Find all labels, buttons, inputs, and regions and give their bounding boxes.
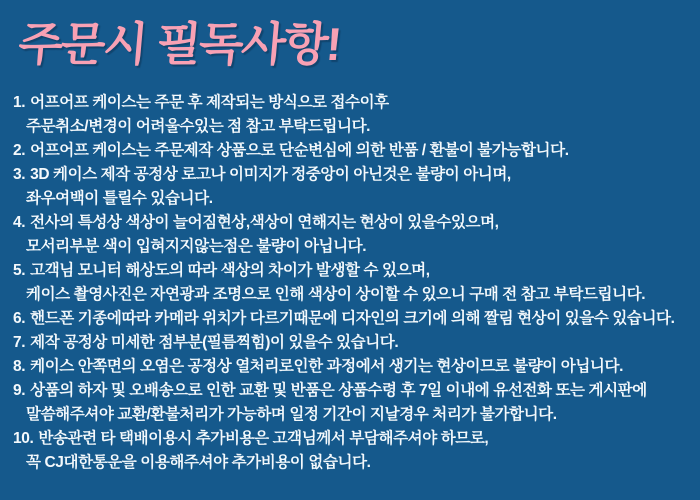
notice-line <box>13 355 696 379</box>
notice-line <box>13 211 696 235</box>
notice-line-continuation: 주문취소/변경이 어려울수있는 점 참고 부탁드립니다. <box>26 118 371 135</box>
notice-item-1 <box>13 91 696 139</box>
item-text: 3D 케이스 제작 공정상 로고나 이미지가 정중앙이 아닌것은 불량이 아니며, <box>30 166 511 183</box>
item-text: 어프어프 케이스는 주문제작 상품으로 단순변심에 의한 반품 / 환불이 불가능합니다. <box>30 142 569 159</box>
item-number: 8. <box>13 358 26 375</box>
item-number: 7. <box>13 334 26 351</box>
notice-item-6 <box>13 307 696 331</box>
notice-item-10 <box>13 427 696 475</box>
notice-line <box>13 331 696 355</box>
notice-item-2 <box>13 139 696 163</box>
item-number: 9. <box>13 382 26 399</box>
notice-line <box>13 163 696 187</box>
item-number: 6. <box>13 310 26 327</box>
notice-line <box>13 379 696 403</box>
notice-item-7 <box>13 331 696 355</box>
page-title: 주문시 필독사항! <box>16 18 343 70</box>
notice-line-continuation: 좌우여백이 틀릴수 있습니다. <box>26 190 213 207</box>
notice-line <box>13 259 696 283</box>
notice-line-continuation: 말씀해주셔야 교환/환불처리가 가능하며 일정 기간이 지날경우 처리가 불가합니다. <box>26 406 557 423</box>
notice-line <box>13 91 696 115</box>
notice-line-continuation: 꼭 CJ대한통운을 이용해주셔야 추가비용이 없습니다. <box>26 454 371 471</box>
item-text: 케이스 안쪽면의 오염은 공정상 열처리로인한 과정에서 생기는 현상이므로 불량이 아닙니다. <box>30 358 623 375</box>
item-text: 어프어프 케이스는 주문 후 제작되는 방식으로 접수이후 <box>30 94 389 111</box>
notice-item-8 <box>13 355 696 379</box>
notice-line <box>13 139 696 163</box>
notice-line <box>13 427 696 451</box>
item-number: 4. <box>13 214 26 231</box>
item-number: 2. <box>13 142 26 159</box>
item-text: 전사의 특성상 색상이 늘어짐현상,색상이 연해지는 현상이 있을수있으며, <box>30 214 499 231</box>
notice-item-4 <box>13 211 696 259</box>
notice-line-continuation: 모서리부분 색이 입혀지지않는점은 불량이 아닙니다. <box>26 238 367 255</box>
item-number: 5. <box>13 262 26 279</box>
item-text: 상품의 하자 및 오배송으로 인한 교환 및 반품은 상품수령 후 7일 이내에 유선전화 또는 게시판에 <box>30 382 647 399</box>
item-text: 반송관련 타 택배이용시 추가비용은 고객님께서 부담해주셔야 하므로, <box>38 430 489 447</box>
item-number: 10. <box>13 430 34 447</box>
item-text: 제작 공정상 미세한 점부분(필름찍힘)이 있을수 있습니다. <box>30 334 399 351</box>
notice-item-5 <box>13 259 696 307</box>
item-number: 1. <box>13 94 26 111</box>
notice-line <box>13 307 696 331</box>
notice-item-9 <box>13 379 696 427</box>
notice-list <box>13 91 696 475</box>
item-text: 핸드폰 기종에따라 카메라 위치가 다르기때문에 디자인의 크기에 의해 짤림 현상이 있을수 있습니다. <box>30 310 675 327</box>
item-text: 고객님 모니터 해상도의 따라 색상의 차이가 발생할 수 있으며, <box>30 262 430 279</box>
notice-item-3 <box>13 163 696 211</box>
notice-line-continuation: 케이스 촬영사진은 자연광과 조명으로 인해 색상이 상이할 수 있으니 구매 전 참고 부탁드립니다. <box>26 286 646 303</box>
item-number: 3. <box>13 166 26 183</box>
